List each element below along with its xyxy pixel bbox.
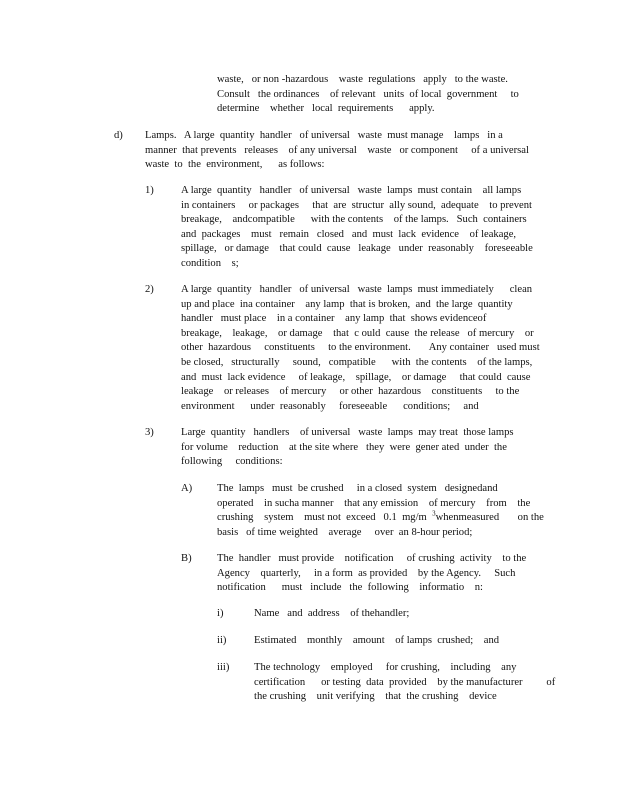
item-ii-paragraph xyxy=(254,634,499,649)
text-line: waste to the environment, as follows: xyxy=(145,159,325,171)
item-A-paragraph xyxy=(217,482,544,540)
text-line: Lamps. A large quantity handler of universal waste must manage lamps in a xyxy=(145,130,503,141)
text-line xyxy=(217,511,544,526)
text-line: and must lack evidence of leakage, spillage, or damage that could cause xyxy=(181,371,531,383)
superscript-3: 3 xyxy=(432,509,436,518)
text-line: leakage or releases of mercury or other hazardous constituents to the xyxy=(181,386,520,398)
text-line: in containers or packages that are structur ally sound, adequate to prevent xyxy=(181,199,532,211)
text-line: Estimated monthly amount of lamps crushed; and xyxy=(254,635,500,646)
text-line: determine whether local requirements apply. xyxy=(217,103,435,115)
text-line: Large quantity handlers of universal waste lamps may treat those lamps xyxy=(181,427,514,438)
text-line: waste, or non -hazardous waste regulations apply to the waste. xyxy=(217,74,508,85)
text-line: breakage, andcompatible with the contents of the lamps. Such containers xyxy=(181,214,527,226)
text-line: other hazardous constituents to the environment. Any container used must xyxy=(181,342,540,354)
text-line: A large quantity handler of universal waste lamps must immediately clean xyxy=(181,284,533,295)
text-line: A large quantity handler of universal waste lamps must contain all lamps xyxy=(181,185,522,196)
item-B-paragraph xyxy=(217,552,526,596)
text-line: notification must include the following informatio n: xyxy=(217,582,483,594)
text-line: spillage, or damage that could cause leakage under reasonably foreseeable xyxy=(181,243,533,255)
text-line: manner that prevents releases of any universal waste or component of a universal xyxy=(145,144,529,156)
text-line: environment under reasonably foreseeable conditions; and xyxy=(181,400,479,412)
section-d-label: d) xyxy=(114,130,123,141)
text-line: certification or testing data provided by the manufacturer of xyxy=(254,676,556,688)
item-3-label: 3) xyxy=(145,427,154,438)
item-ii-label: ii) xyxy=(217,635,227,646)
text-line: breakage, leakage, or damage that c ould cause the release of mercury or xyxy=(181,327,534,339)
text-line: condition s; xyxy=(181,257,239,269)
item-B-label: B) xyxy=(181,553,192,564)
item-iii-paragraph xyxy=(254,661,555,705)
text-line: The technology employed for crushing, including any xyxy=(254,662,517,673)
text-fragment: whenmeasured on the xyxy=(435,512,544,524)
text-line: following conditions: xyxy=(181,456,283,468)
item-A-label: A) xyxy=(181,483,193,494)
item-iii-label: iii) xyxy=(217,662,230,673)
text-line: Name and address of thehandler; xyxy=(254,608,410,619)
text-fragment: crushing system must not exceed 0.1 mg/m xyxy=(217,512,433,524)
item-1-paragraph xyxy=(181,184,533,272)
text-line: the crushing unit verifying that the crushing device xyxy=(254,691,497,703)
item-2-label: 2) xyxy=(145,284,154,295)
text-line: be closed, structurally sound, compatible with the contents of the lamps, xyxy=(181,356,533,368)
item-2-paragraph xyxy=(181,283,540,414)
text-line: and packages must remain closed and must lack evidence of leakage, xyxy=(181,228,517,240)
item-i-label: i) xyxy=(217,608,224,619)
text-line: Consult the ordinances of relevant units of local government to xyxy=(217,88,519,100)
item-1-label: 1) xyxy=(145,185,154,196)
item-i-paragraph xyxy=(254,607,409,622)
text-line: The lamps must be crushed in a closed system designedand xyxy=(217,483,498,494)
text-line: Agency quarterly, in a form as provided by the Agency. Such xyxy=(217,567,516,579)
text-line: The handler must provide notification of crushing activity to the xyxy=(217,553,527,564)
text-line: handler must place in a container any lamp that shows evidenceof xyxy=(181,313,487,325)
item-3-paragraph xyxy=(181,426,514,470)
continuation-paragraph xyxy=(217,73,519,117)
text-line: operated in sucha manner that any emission of mercury from the xyxy=(217,497,531,509)
text-line: up and place ina container any lamp that is broken, and the large quantity xyxy=(181,298,513,310)
text-line: basis of time weighted average over an 8-hour period; xyxy=(217,526,473,538)
text-line: for volume reduction at the site where they were gener ated under the xyxy=(181,441,507,453)
section-d-paragraph xyxy=(145,129,529,173)
